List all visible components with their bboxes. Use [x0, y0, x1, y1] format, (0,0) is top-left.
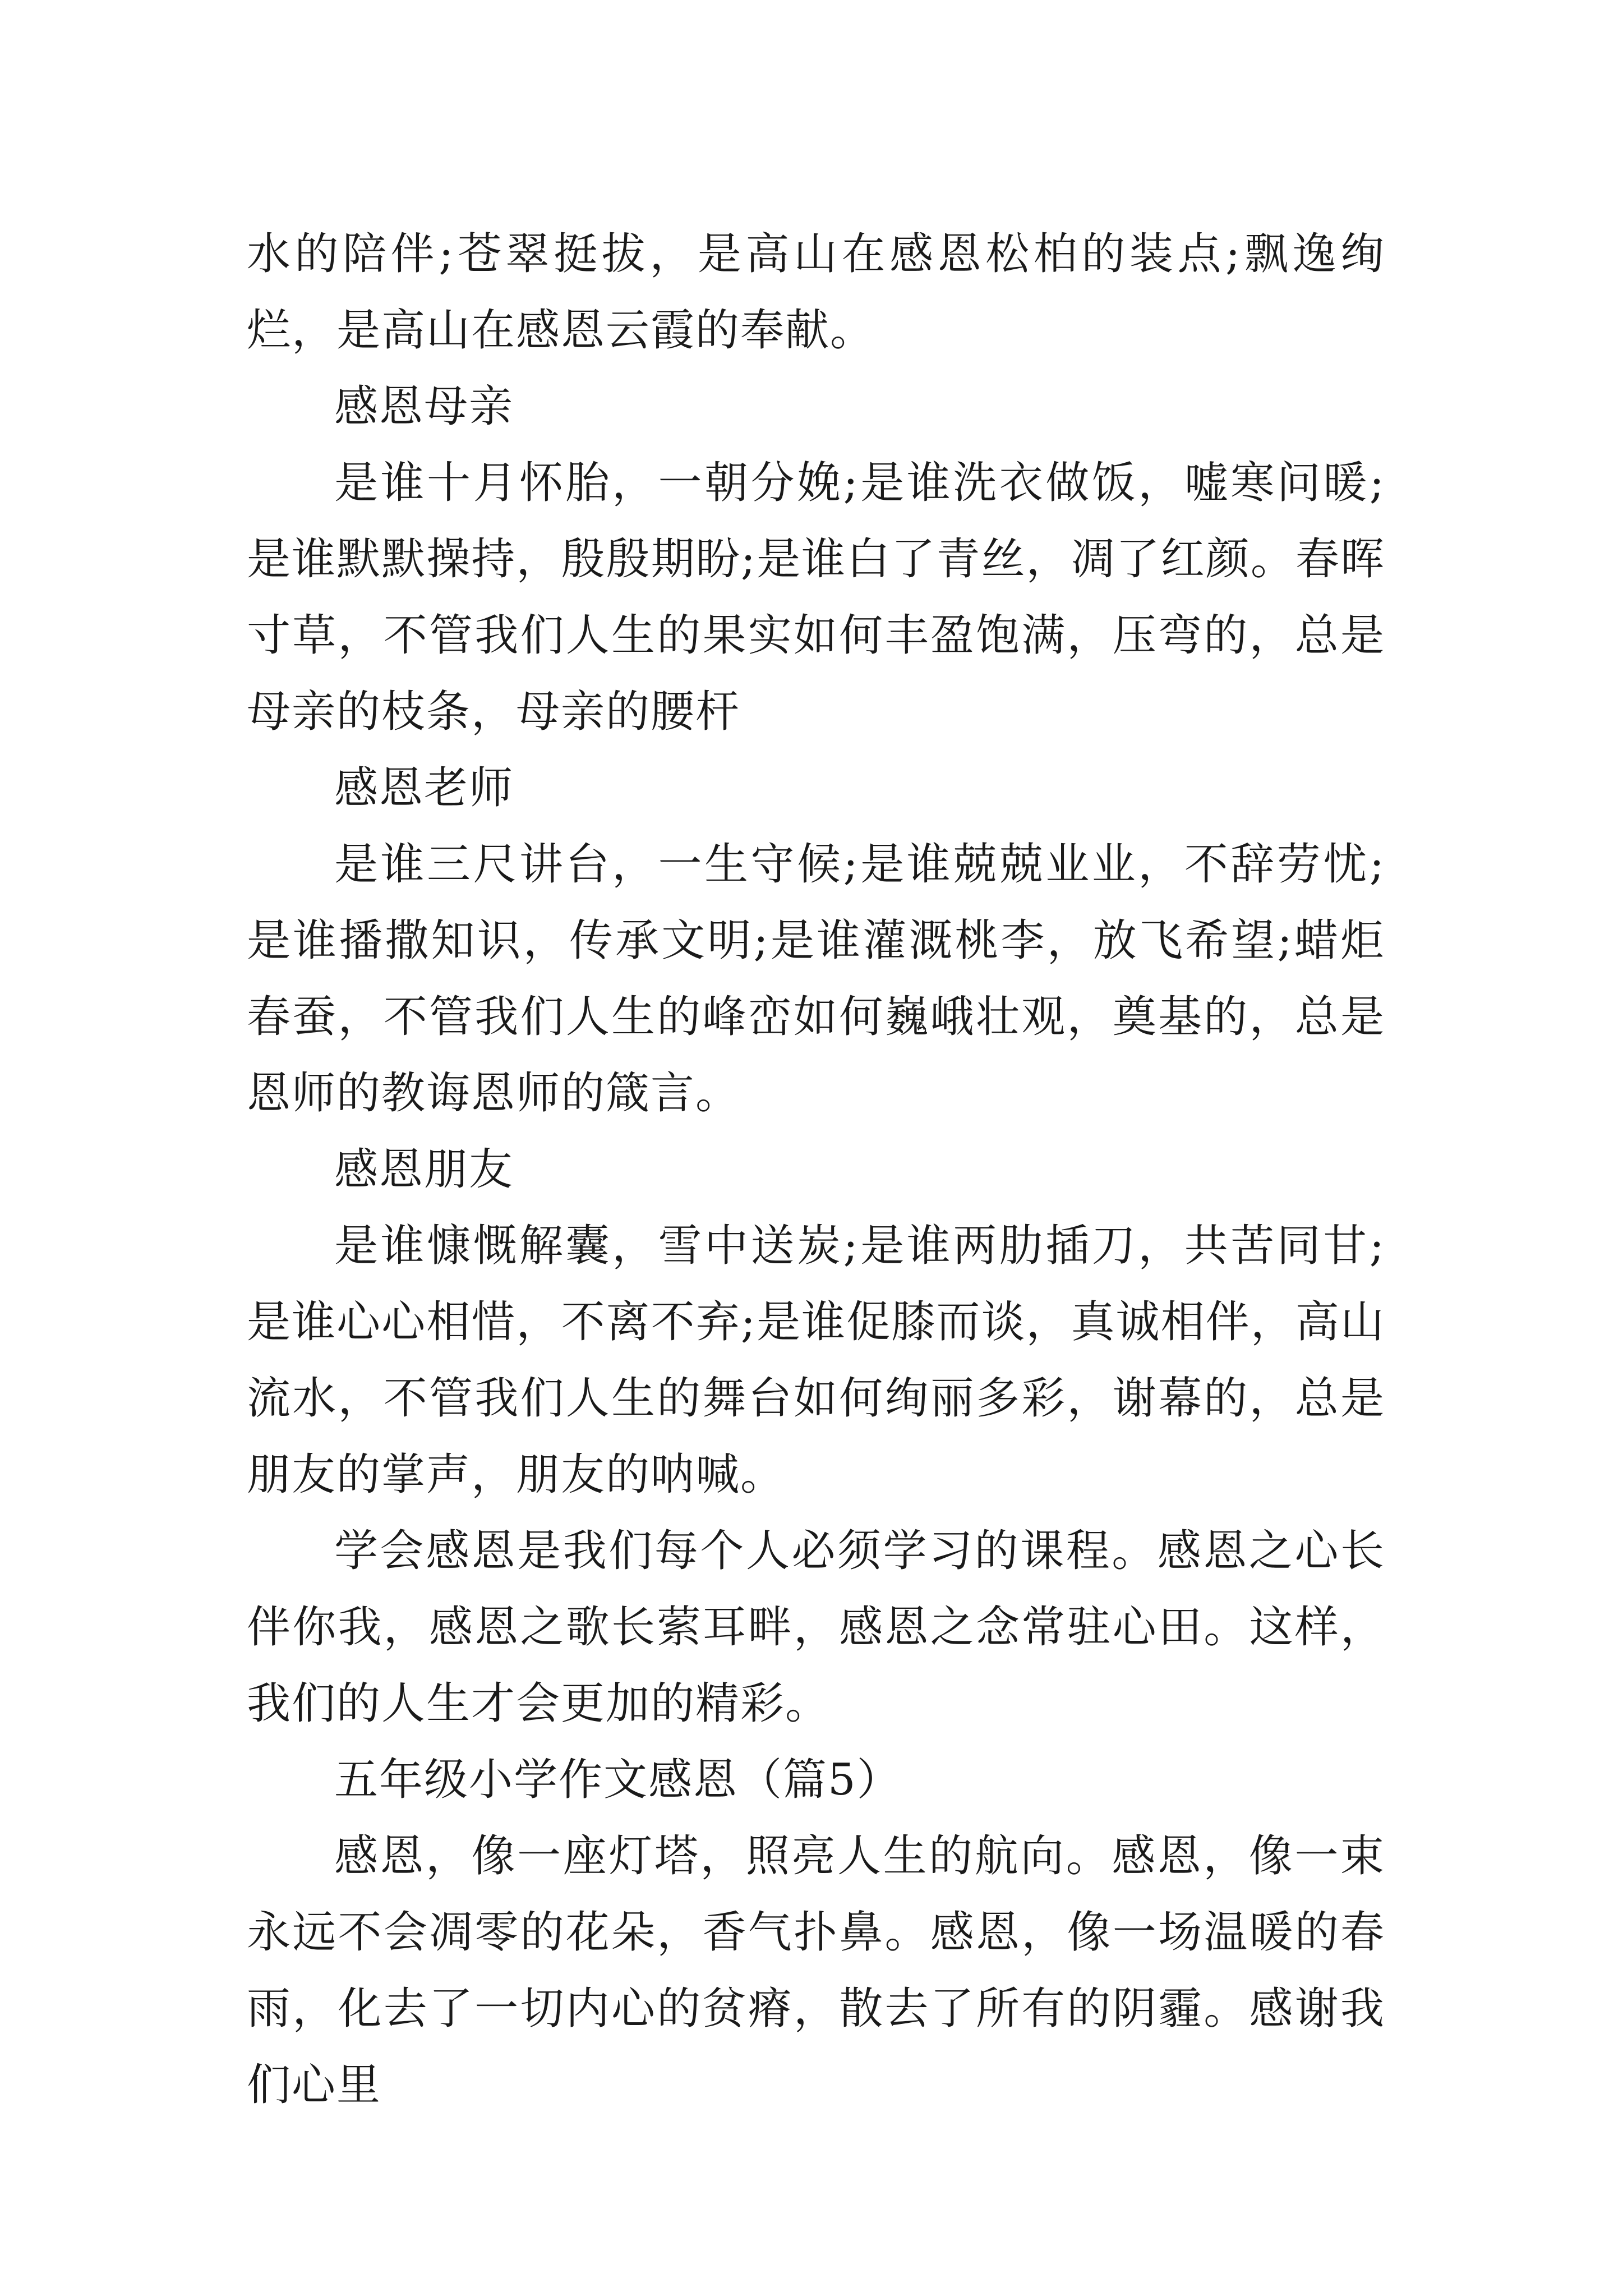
paragraph-mother: 是谁十月怀胎，一朝分娩;是谁洗衣做饭，嘘寒问暖;是谁默默操持，殷殷期盼;是谁白了青丝，凋了红颜。春晖寸草，不管我们人生的果实如何丰盈饱满，压弯的，总是母亲的枝条，母亲的腰杆: [247, 458, 1385, 737]
section-heading-mother: 感恩母亲: [334, 381, 514, 432]
document-body: [247, 216, 1385, 2123]
section-heading-friend: 感恩朋友: [334, 1144, 514, 1195]
section-heading-teacher: 感恩老师: [334, 763, 514, 813]
paragraph-teacher: 是谁三尺讲台，一生守候;是谁兢兢业业，不辞劳忧;是谁播撒知识，传承文明;是谁灌溉桃李，放飞希望;蜡炬春蚕，不管我们人生的峰峦如何巍峨壮观，奠基的，总是恩师的教诲恩师的箴言。: [247, 839, 1385, 1119]
paragraph-conclusion: 学会感恩是我们每个人必须学习的课程。感恩之心长伴你我，感恩之歌长萦耳畔，感恩之念常驻心田。这样，我们的人生才会更加的精彩。: [247, 1526, 1385, 1729]
paragraph-friend: 是谁慷慨解囊，雪中送炭;是谁两肋插刀，共苦同甘;是谁心心相惜，不离不弃;是谁促膝而谈，真诚相伴，高山流水，不管我们人生的舞台如何绚丽多彩，谢幕的，总是朋友的掌声，朋友的呐喊。: [247, 1221, 1385, 1500]
article-title: 五年级小学作文感恩（篇5）: [334, 1755, 902, 1805]
paragraph-article-opening: 感恩，像一座灯塔，照亮人生的航向。感恩，像一束永远不会凋零的花朵，香气扑鼻。感恩，像一场温暖的春雨，化去了一切内心的贫瘠，散去了所有的阴霾。感谢我们心里: [247, 1831, 1385, 2110]
paragraph-continuation: 水的陪伴;苍翠挺拔，是高山在感恩松柏的装点;飘逸绚烂，是高山在感恩云霞的奉献。: [247, 229, 1385, 356]
